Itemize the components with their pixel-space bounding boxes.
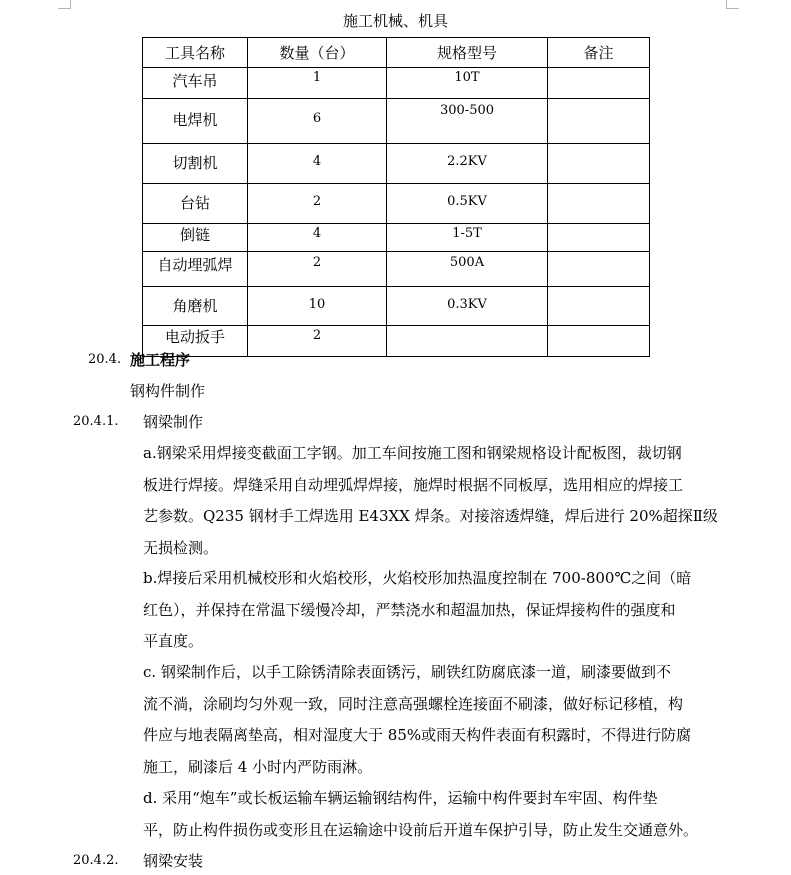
cell-spec: 300-500 (387, 99, 548, 144)
section-number-20-4-1: 20.4.1. (73, 414, 119, 429)
cell-quantity: 4 (248, 144, 387, 184)
paragraph-line: 红色），并保持在常温下缓慢冷却，严禁浇水和超温加热，保证焊接构件的强度和 (143, 600, 676, 619)
cell-quantity: 2 (248, 252, 387, 287)
table-row (143, 287, 650, 326)
cell-remarks (548, 287, 650, 326)
cell-remarks (548, 224, 650, 252)
section-title-construction-procedure: 施工程序 (130, 351, 191, 369)
section-title-steel-beam-fabrication: 钢梁制作 (143, 413, 204, 431)
cell-quantity: 4 (248, 224, 387, 252)
paragraph-line: a.钢梁采用焊接变截面工字钢。加工车间按施工图和钢梁规格设计配板图，裁切钢 (143, 444, 682, 462)
cell-tool-name: 倒链 (143, 224, 248, 252)
section-number-20-4-2: 20.4.2. (73, 853, 119, 868)
cell-quantity: 2 (248, 184, 387, 224)
paragraph-line: 件应与地表隔离垫高，相对湿度大于 85%或雨天构件表面有积露时，不得进行防腐 (143, 726, 692, 744)
table-header-row (143, 38, 650, 68)
table-row (143, 144, 650, 184)
cell-remarks (548, 99, 650, 144)
cell-tool-name: 电焊机 (143, 99, 248, 144)
cell-spec: 0.3KV (387, 287, 548, 326)
paragraph-a (143, 438, 728, 564)
paragraph-c (143, 657, 728, 783)
cell-tool-name: 汽车吊 (143, 68, 248, 99)
table-title: 施工机械、机具 (342, 12, 448, 30)
cell-tool-name: 角磨机 (143, 287, 248, 326)
cell-remarks (548, 326, 650, 357)
cell-tool-name: 电动扳手 (143, 326, 248, 357)
cell-tool-name: 台钻 (143, 184, 248, 224)
cell-quantity: 6 (248, 99, 387, 144)
cell-spec: 2.2KV (387, 144, 548, 184)
equipment-table (142, 37, 650, 357)
cell-quantity: 10 (248, 287, 387, 326)
header-quantity: 数量（台） (248, 38, 387, 68)
cell-spec: 10T (387, 68, 548, 99)
section-number-20-4: 20.4. (88, 352, 122, 367)
cell-tool-name: 自动埋弧焊 (143, 252, 248, 287)
cell-spec: 500A (387, 252, 548, 287)
table-row (143, 252, 650, 287)
table-row (143, 326, 650, 357)
cell-quantity: 1 (248, 68, 387, 99)
header-remarks: 备注 (548, 38, 650, 68)
cell-remarks (548, 68, 650, 99)
page-corner-mark-left (58, 0, 71, 9)
header-tool-name: 工具名称 (143, 38, 248, 68)
paragraph-line: 平直度。 (143, 632, 204, 650)
cell-remarks (548, 252, 650, 287)
cell-remarks (548, 144, 650, 184)
cell-remarks (548, 184, 650, 224)
paragraph-d (143, 783, 728, 846)
cell-spec (387, 326, 548, 357)
cell-spec: 0.5KV (387, 184, 548, 224)
paragraph-b (143, 563, 728, 658)
paragraph-line: d. 采用“炮车”或长板运输车辆运输钢结构件，运输中构件要封车牢固、构件垫 (143, 789, 658, 807)
paragraph-line: 平，防止构件损伤或变形且在运输途中设前后开道车保护引导，防止发生交通意外。 (143, 820, 699, 839)
cell-spec: 1-5T (387, 224, 548, 252)
paragraph-line: 施工，刷漆后 4 小时内严防雨淋。 (143, 757, 373, 776)
cell-quantity: 2 (248, 326, 387, 357)
paragraph-line: 流不淌，涂刷均匀外观一致，同时注意高强螺栓连接面不刷漆，做好标记移植，构 (143, 694, 684, 713)
table-row (143, 224, 650, 252)
table-row (143, 184, 650, 224)
table-row (143, 68, 650, 99)
table-row (143, 99, 650, 144)
subheading-steel-member-fabrication: 钢构件制作 (130, 382, 206, 400)
paragraph-line: b.焊接后采用机械校形和火焰校形，火焰校形加热温度控制在 700-800℃之间（暗 (143, 569, 692, 587)
section-title-steel-beam-installation: 钢梁安装 (143, 852, 204, 870)
cell-tool-name: 切割机 (143, 144, 248, 184)
paragraph-line: 无损检测。 (143, 538, 219, 557)
header-spec: 规格型号 (387, 38, 548, 68)
paragraph-line: 艺参数。Q235 钢材手工焊选用 E43XX 焊条。对接溶透焊缝，焊后进行 20%超探Ⅱ级 (143, 507, 718, 525)
paragraph-line: c. 钢梁制作后，以手工除锈清除表面锈污，刷铁红防腐底漆一道，刷漆要做到不 (143, 663, 671, 681)
page-corner-mark-right (726, 0, 739, 9)
paragraph-line: 板进行焊接。焊缝采用自动埋弧焊焊接，施焊时根据不同板厚，选用相应的焊接工 (143, 475, 684, 494)
